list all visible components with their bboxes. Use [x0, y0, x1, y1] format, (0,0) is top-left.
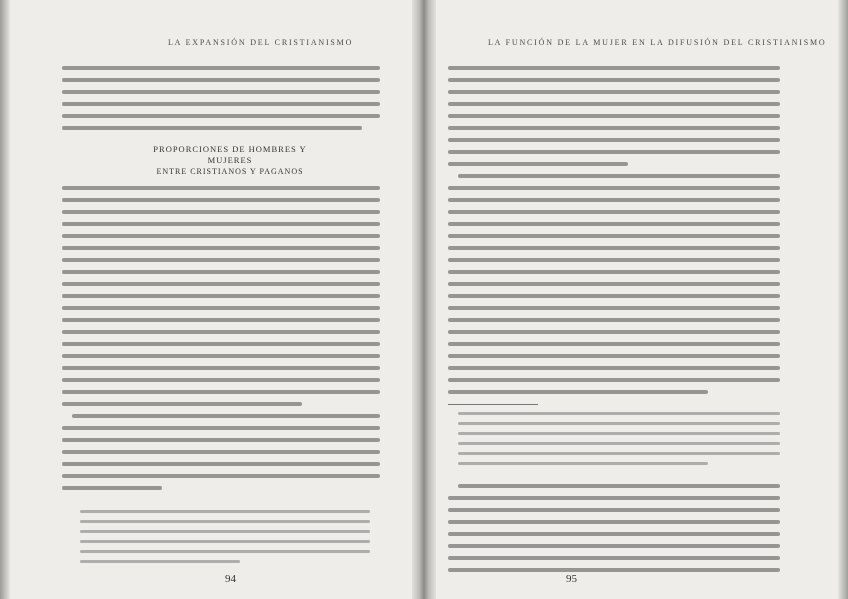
left-page-number: 94 — [225, 573, 236, 585]
left-page-edge — [0, 0, 10, 599]
right-running-head: LA FUNCIÓN DE LA MUJER EN LA DIFUSIÓN DEL CRISTIANISMO — [488, 38, 827, 47]
left-running-head: LA EXPANSIÓN DEL CRISTIANISMO — [168, 38, 354, 47]
right-page-number: 95 — [566, 573, 577, 585]
section-heading-line-1: PROPORCIONES DE HOMBRES Y MUJERES — [153, 144, 307, 165]
footnote-rule — [448, 404, 538, 405]
book-gutter — [412, 0, 436, 599]
right-page — [428, 0, 848, 599]
section-heading — [140, 144, 320, 177]
section-heading-line-2: ENTRE CRISTIANOS Y PAGANOS — [156, 167, 304, 176]
right-page-edge — [838, 0, 848, 599]
left-page — [0, 0, 420, 599]
